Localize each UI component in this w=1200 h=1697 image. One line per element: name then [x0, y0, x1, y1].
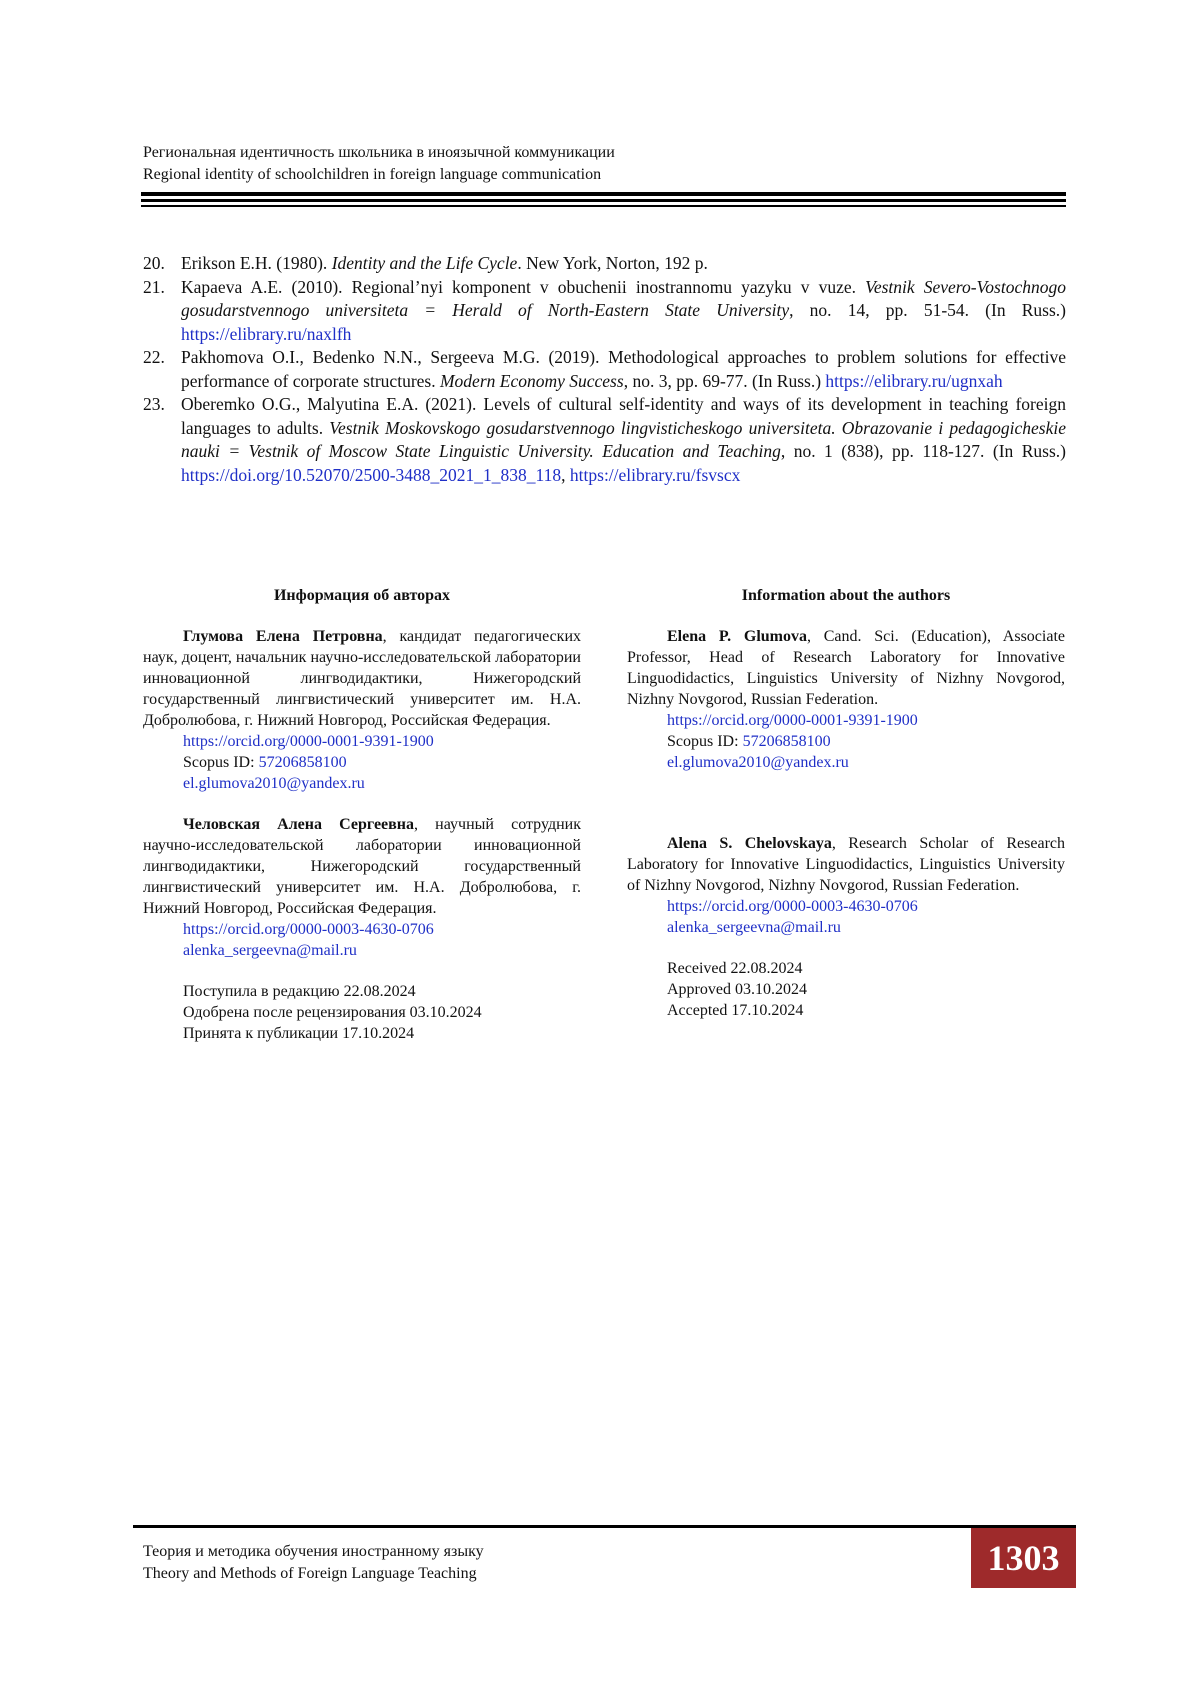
reference-number: 20.: [143, 253, 165, 273]
reference-item: [143, 276, 1066, 347]
reference-text: [181, 252, 1066, 276]
orcid-link[interactable]: https://orcid.org/0000-0001-9391-1900: [667, 712, 918, 729]
received-date-en: Received 22.08.2024: [667, 960, 803, 977]
reference-fragment: . New York, Norton, 192 p.: [517, 253, 708, 273]
authors-info-title-ru: Информация об авторах: [273, 587, 451, 604]
author-name: Глумова Елена Петровна: [183, 628, 383, 645]
reference-link[interactable]: https://elibrary.ru/ugnxah: [825, 370, 1003, 391]
scopus-label: Scopus ID:: [667, 733, 743, 750]
reference-number: 21.: [143, 276, 165, 297]
reference-fragment: , no. 14, pp. 51-54. (In Russ.): [789, 300, 1067, 320]
reference-fragment: Oberemko O.G., Malyutina E.A. (2021). Levels of cultural self-identity and ways of its development in teaching foreign languages to adults.: [181, 394, 1066, 438]
reference-number: 23.: [143, 394, 165, 414]
accepted-date-en: Accepted 17.10.2024: [667, 1002, 804, 1019]
author-desc: , кандидат педагогических наук, доцент, начальник научно-исследовательской лаборатории инновационной лингводидактики, Нижегородский государственный лингвистический университет им. Н.А. Добролюбова, г. Нижний Новгород, Российская Федерация.: [143, 628, 581, 729]
author-desc: , Research Scholar of Research Laboratory for Innovative Linguodidactics, Linguistics University of Nizhny Novgorod, Nizhny Novgorod, Russian Federation.: [627, 835, 1065, 894]
footer-rule: [133, 1525, 1076, 1528]
email-link[interactable]: alenka_sergeevna@mail.ru: [183, 942, 357, 959]
orcid-link[interactable]: https://orcid.org/0000-0001-9391-1900: [183, 733, 434, 750]
reference-link[interactable]: https://elibrary.ru/fsvscx: [569, 464, 741, 485]
reference-fragment: , no. 1 (838), pp. 118-127. (In Russ.): [780, 441, 1066, 461]
reference-item: [143, 252, 1066, 276]
orcid-link[interactable]: https://orcid.org/0000-0003-4630-0706: [183, 921, 434, 938]
running-head-title-en: Regional identity of schoolchildren in foreign language communication: [143, 166, 602, 183]
authors-info-en: [627, 585, 1065, 1021]
reference-source-title: Modern Economy Success: [439, 370, 624, 391]
reference-text: [181, 393, 1066, 487]
reference-source-title: Vestnik Moskovskogo gosudarstvennogo lingvisticheskogo universiteta. Obrazovanie i pedagogicheskie nauki = Vestnik of Moscow State Linguistic University. Education and Teaching: [181, 417, 1066, 461]
reference-number: 22.: [143, 347, 165, 367]
accepted-date-ru: Принята к публикации 17.10.2024: [183, 1025, 415, 1042]
footer-journal-ru: Теория и методика обучения иностранному языку: [143, 1543, 484, 1560]
reference-link[interactable]: https://elibrary.ru/naxlfh: [181, 323, 352, 344]
reference-source-title: Vestnik Severo-Vostochnogo gosudarstvennogo universiteta = Herald of North-Eastern State University: [181, 276, 1066, 320]
author-chelovskaya-en: [627, 833, 1065, 896]
reference-fragment: Kapaeva A.E. (2010). Regional’nyi komponent v obuchenii inostrannomu yazyku v vuze.: [181, 276, 866, 297]
reference-fragment: Pakhomova O.I., Bedenko N.N., Sergeeva M.G. (2019). Methodological approaches to problem solutions for effective performance of corporate structures.: [181, 347, 1066, 391]
reference-source-title: Identity and the Life Cycle: [331, 253, 518, 273]
reference-list: [143, 252, 1066, 487]
reference-text: [181, 276, 1066, 347]
author-name: Человская Алена Сергеевна: [183, 816, 415, 833]
email-link[interactable]: el.glumova2010@yandex.ru: [667, 754, 849, 771]
reference-fragment: , no. 3, pp. 69-77. (In Russ.): [623, 370, 826, 391]
scopus-id-link[interactable]: 57206858100: [742, 733, 831, 750]
email-link[interactable]: el.glumova2010@yandex.ru: [183, 775, 365, 792]
reference-item: [143, 346, 1066, 393]
footer-journal: [143, 1541, 484, 1585]
email-link[interactable]: alenka_sergeevna@mail.ru: [667, 919, 841, 936]
scopus-id-link[interactable]: 57206858100: [258, 754, 347, 771]
authors-info-ru: [143, 585, 581, 1044]
footer-journal-en: Theory and Methods of Foreign Language Teaching: [143, 1565, 477, 1582]
reference-text: [181, 346, 1066, 393]
reference-link[interactable]: https://doi.org/10.52070/2500-3488_2021_1_838_118: [181, 464, 562, 485]
approved-date-ru: Одобрена после рецензирования 03.10.2024: [183, 1004, 482, 1021]
scopus-label: Scopus ID:: [183, 754, 259, 771]
author-name: Alena S. Chelovskaya: [667, 835, 832, 852]
header-rules: [141, 192, 1066, 207]
page-number: 1303: [971, 1528, 1076, 1588]
author-name: Elena P. Glumova: [667, 628, 808, 645]
author-desc: , Cand. Sci. (Education), Associate Professor, Head of Research Laboratory for Innovative Linguodidactics, Linguistics University of Nizhny Novgorod, Nizhny Novgorod, Russian Federation.: [627, 628, 1066, 708]
orcid-link[interactable]: https://orcid.org/0000-0003-4630-0706: [667, 898, 918, 915]
author-glumova-ru: [143, 626, 581, 731]
authors-info-title-en: Information about the authors: [741, 587, 951, 604]
reference-fragment: ,: [561, 464, 570, 485]
running-head-title-ru: Региональная идентичность школьника в иноязычной коммуникации: [143, 144, 615, 161]
approved-date-en: Approved 03.10.2024: [667, 981, 807, 998]
author-chelovskaya-ru: [143, 814, 581, 919]
author-glumova-en: [627, 626, 1065, 710]
author-desc: , научный сотрудник научно-исследовательской лаборатории инновационной лингводидактики, Нижегородский государственный лингвистический университет им. Н.А. Добролюбова, г. Нижний Новгород, Российская Федерация.: [143, 816, 581, 917]
received-date-ru: Поступила в редакцию 22.08.2024: [183, 983, 416, 1000]
reference-item: [143, 393, 1066, 487]
running-head: [143, 142, 1063, 186]
reference-fragment: Erikson E.H. (1980).: [181, 253, 332, 273]
